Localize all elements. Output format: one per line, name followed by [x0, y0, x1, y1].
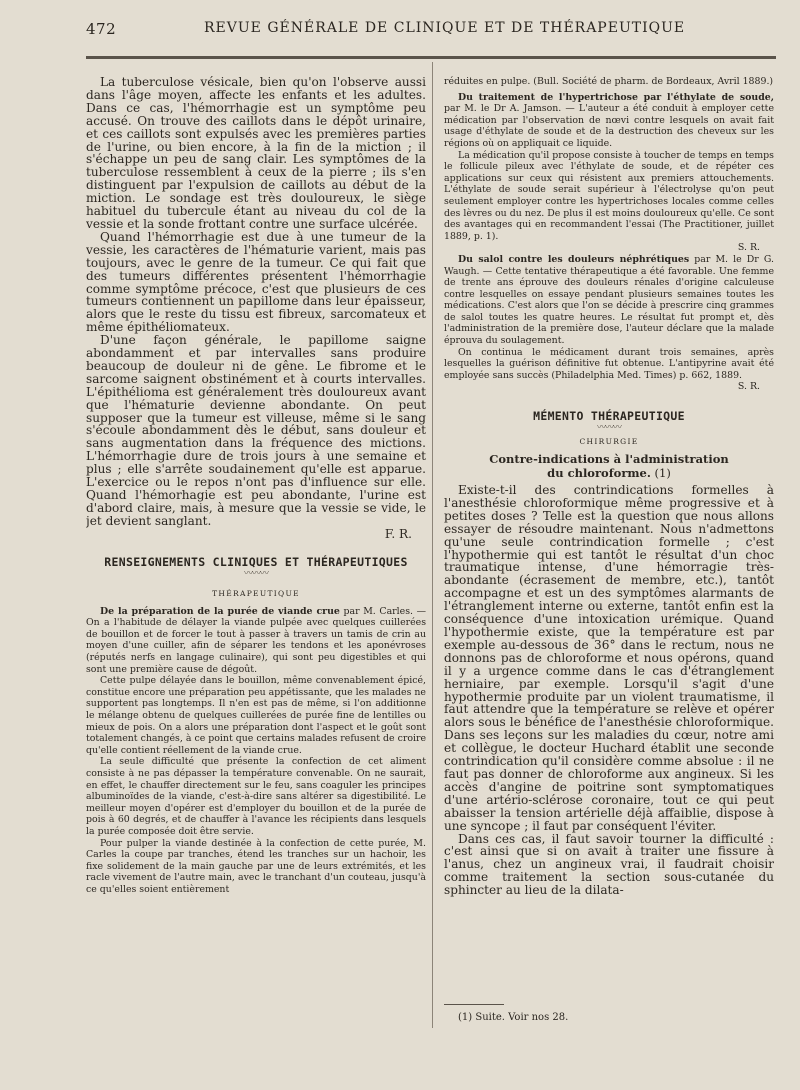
- article-author: par M. Carles. —: [339, 605, 426, 617]
- article-title: Du traitement de l'hypertrichose par l'éthylate de soude,: [458, 91, 774, 103]
- page-header: [86, 20, 776, 44]
- section-heading: RENSEIGNEMENTS CLINIQUES ET THÉRAPEUTIQUES: [104, 554, 408, 569]
- article-title: Du salol contre les douleurs néphrétiques: [458, 253, 690, 265]
- subsection-heading: THÉRAPEUTIQUE: [212, 588, 300, 598]
- fleuron-ornament: 〰〰〰: [243, 568, 268, 579]
- footnote-rule: [444, 1004, 504, 1005]
- paragraph: L'auteur a été conduit à employer cette médication par l'observation de nœvi contre lesquels on avait fait usage d'éthylate de soude et de la destruction des cheveux sur les régions où on appliquait ce liquide.: [444, 103, 774, 149]
- paragraph: Cette pulpe délayée dans le bouillon, même convenablement épicé, constitue encore une préparation peu appétissante, que les malades ne supportent pas longtemps. Il n'en est pas de même, si l'on additionne le mélange obtenu de quelques cuillerées de purée fine de lentilles ou mieux de pois. On a alors une préparation dont l'aspect et le goût sont totalement changés, à ce point que certains malades refusent de croire qu'elle contient réellement de la viande crue.: [86, 675, 426, 756]
- paragraph: Existe-t-il des contrindications formelles à l'anesthésie chloroformique même progressive et à petites doses ? Telle est la question que nous allons essayer de résoudre maintenant. Nous n'admettons qu'une seule contrindication formelle ; c'est l'hypothermie qui est tantôt le résultat d'un choc traumatique intense, d'une hémorragie très-abondante (écrasement de membre, etc.), tantôt accompagne et est un des symptômes alarmants de l'étranglement interne ou externe, tantôt enfin est la conséquence d'une intoxication urémique. Quand l'hypothermie existe, que la température est par exemple au-dessous de 36° dans le rectum, nous ne donnons pas de chloroforme et nous opérons, quand il y a urgence comme dans le cas d'étranglement herniaire, par exemple. Lorsqu'il s'agit d'une hypothermie produite par un violent traumatisme, il faut attendre que la température se relève et opérer alors sous le bénéfice de l'anesthésie chloroformique. Dans ses leçons sur les maladies du cœur, notre ami et collègue, le docteur Huchard établit une seconde contrindication qu'il considère comme absolue : il ne faut pas donner de chloroforme aux angineux. Si les accès d'angine de poitrine sont symptomatiques d'une artério-sclérose coronaire, tout ce qui peut abaisser la tension artérielle déjà affaiblie, dispose à une syncope ; il faut par conséquent l'éviter.: [444, 483, 774, 833]
- article-title-end: du chloroforme.: [547, 466, 651, 481]
- article-title: Contre-indications à l'administration: [489, 452, 729, 467]
- fleuron-ornament: 〰〰〰: [596, 423, 621, 434]
- left-column: [86, 76, 426, 1036]
- column-divider: [432, 62, 433, 1028]
- page-number: 472: [86, 20, 117, 38]
- paragraph: La seule difficulté que présente la confection de cet aliment consiste à ne pas dépasser la température convenable. On ne saurait, en effet, le chauffer directement sur le feu, sans coaguler les principes albuminoïdes de la viande, c'est-à-dire sans altérer sa digestibilité. Le meilleur moyen d'opérer est d'employer du bouillon et de la purée de pois à 60 degrés, et de chauffer à l'avance les récipients dans lesquels la purée composée doit être servie.: [86, 756, 426, 837]
- paragraph: Cette tentative thérapeutique a été favorable. Une femme de trente ans éprouve des douleurs rénales d'origine calculeuse contre lesquelles on essaye pendant plusieurs semaines toutes les médications. C'est alors que l'on se décide à prescrire cinq grammes de salol toutes les quatre heures. Le résultat fut prompt et, dès l'administration de la première dose, l'auteur déclare que la malade éprouva du soulagement.: [444, 265, 774, 347]
- article-author: par M. le Dr G. Waugh. —: [444, 253, 774, 277]
- article-lead: [444, 254, 774, 347]
- header-rule: [86, 56, 776, 59]
- paragraph: La tuberculose vésicale, bien qu'on l'observe aussi dans l'âge moyen, affecte les enfants et les adultes. Dans ce cas, l'hémorrhagie est un symptôme peu accusé. On trouve des caillots dans le dépôt urinaire, et ces caillots sont expulsés avec les premières parties de l'urine, ou bien encore, à la fin de la miction ; il s'échappe un peu de sang clair. Les symptômes de la tuberculose ressemblent à ceux de la pierre ; ils s'en distinguent par l'expulsion de caillots au début de la miction. Le sondage est très douloureux, le siège habituel du tubercule étant au niveau du col de la vessie et la sonde frottant contre une surface ulcérée.: [86, 76, 426, 231]
- article-title: De la préparation de la purée de viande crue: [100, 605, 340, 617]
- paragraph: On continua le médicament durant trois semaines, après lesquelles la guérison définitive fut obtenue. L'antipyrine avait été employée sans succès (Philadelphia Med. Times) p. 662, 1889.: [444, 346, 774, 381]
- author-initials: S. R.: [737, 381, 760, 393]
- running-title: REVUE GÉNÉRALE DE CLINIQUE ET DE THÉRAPEUTIQUE: [204, 20, 686, 36]
- paragraph: On a l'habitude de délayer la viande pulpée avec quelques cuillerées de bouillon et de forcer le tout à passer à travers un tamis de crin au moyen d'une cuiller, afin de séparer les tendons et les aponévroses (réputés nerfs en langage culinaire), qui sont peu digestibles et qui sont une première cause de dégoût.: [86, 617, 426, 675]
- author-initials: S. R.: [737, 242, 760, 254]
- article-lead: [444, 92, 774, 150]
- article-lead: [86, 606, 426, 676]
- subsection-heading: CHIRURGIE: [579, 437, 639, 447]
- article-title-line2: [444, 466, 774, 480]
- footnote-ref: (1): [650, 466, 671, 481]
- paragraph: Quand l'hémorrhagie est due à une tumeur de la vessie, les caractères de l'hématurie varient, mais pas toujours, avec le genre de la tumeur. Ce qui fait que des tumeurs différentes présentent l'hémorrhagie comme symptôme précoce, c'est que plusieurs de ces tumeurs contiennent un papillome dans leur épaisseur, alors que le reste du tissu est fibreux, sarcomateux et même épithéliomateux.: [86, 229, 426, 335]
- footnote: (1) Suite. Voir nos 28.: [458, 1012, 569, 1023]
- paragraph: Dans ces cas, il faut savoir tourner la difficulté : c'est ainsi que si on avait à traiter une fissure à l'anus, chez un angineux vrai, il faudrait choisir comme traitement la section sous-cutanée du sphincter au lieu de la dilata-: [444, 831, 774, 898]
- paragraph: D'une façon générale, le papillome saigne abondamment et par intervalles sans produire beaucoup de douleur ni de gêne. Le fibrome et le sarcome saignent obstinément et à courts intervalles. L'épithélioma est généralement très douloureux avant que l'hématurie devienne abondante. On peut supposer que la tumeur est villeuse, même si le sang s'écoule abondamment dès le début, sans douleur et sans augmentation dans la fréquence des mictions. L'hémorrhagie dure de trois jours à une semaine et plus ; elle s'arrête soudainement qu'elle est apparue. L'exercice ou le repos n'ont pas d'influence sur elle. Quand l'hémorhagie est peu abondante, l'urine est d'abord claire, mais, à mesure que la vessie se vide, le jet devient sanglant.: [86, 333, 426, 528]
- section-heading: MÉMENTO THÉRAPEUTIQUE: [533, 409, 685, 424]
- paragraph: Pour pulper la viande destinée à la confection de cette purée, M. Carles la coupe par tranches, étend les tranches sur un hachoir, les fixe solidement de la main gauche par une de leurs extrémités, et les racle vivement de l'autre main, avec le tranchant d'un couteau, jusqu'à ce qu'elles soient entièrement: [86, 837, 426, 895]
- continuation-text: réduites en pulpe. (Bull. Société de pharm. de Bordeaux, Avril 1889.): [444, 76, 774, 87]
- author-initials: F. R.: [384, 526, 412, 541]
- right-column: [444, 76, 774, 1036]
- paragraph: La médication qu'il propose consiste à toucher de temps en temps le follicule pileux avec l'éthylate de soude, et de répéter ces applications sur ceux qui résistent aux premiers attouchements. L'éthylate de soude serait supérieur à l'électrolyse qu'on peut seulement employer contre les hypertrichoses locales comme celles des lèvres ou du nez. De plus il est moins douloureux qu'elle. Ce sont des avantages qui en recommandent l'essai (The Practitioner, juillet 1889, p. 1).: [444, 149, 774, 242]
- article-author: par M. le Dr A. Jamson. —: [444, 103, 579, 115]
